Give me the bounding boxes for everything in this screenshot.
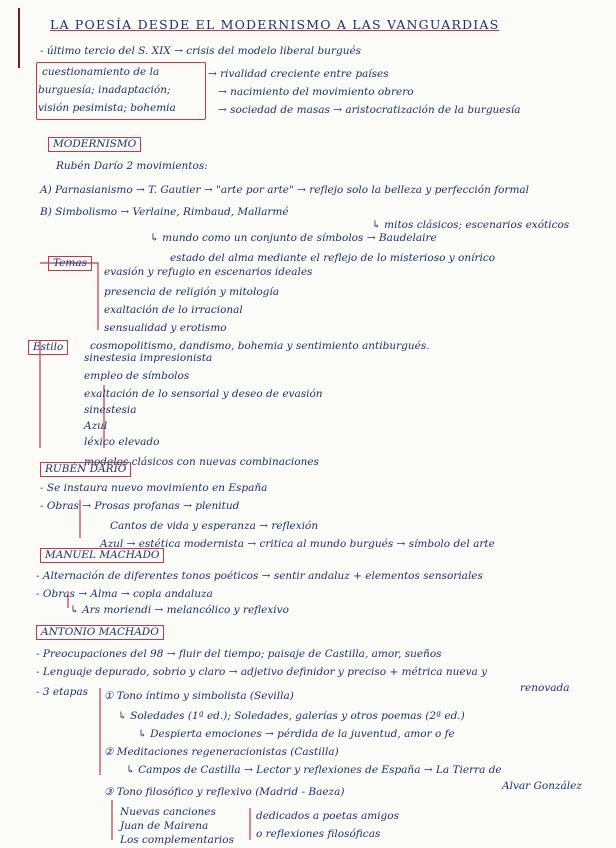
modernismo-simbolismo-detail: estado del alma mediante el reflejo de lo misterioso y onírico bbox=[170, 252, 496, 264]
intro-cause: → sociedad de masas → aristocratización de la burguesía bbox=[218, 104, 521, 116]
temas-item: presencia de religión y mitología bbox=[104, 286, 280, 298]
temas-item: sensualidad y erotismo bbox=[104, 322, 227, 334]
section-tag-antonio-machado: ANTONIO MACHADO bbox=[36, 625, 164, 640]
page-title: LA POESÍA DESDE EL MODERNISMO A LAS VANGUARDIAS bbox=[50, 17, 500, 32]
temas-item: exaltación de lo irracional bbox=[104, 304, 243, 316]
antonio-etapa-2: ② Meditaciones regeneracionistas (Castilla) bbox=[104, 746, 339, 758]
section-tag-estilo: Estilo bbox=[28, 340, 68, 355]
antonio-obra: Juan de Mairena bbox=[120, 820, 209, 832]
antonio-line: renovada bbox=[520, 682, 570, 694]
temas-item: evasión y refugio en escenarios ideales bbox=[104, 266, 313, 278]
antonio-etapa-1: ① Tono íntimo y simbolista (Sevilla) bbox=[104, 690, 294, 702]
antonio-obra: Los complementarios bbox=[120, 834, 234, 846]
manuel-line: - Alternación de diferentes tonos poéticos → sentir andaluz + elementos sensoriales bbox=[36, 570, 483, 582]
antonio-etapa-detail: ↳ Campos de Castilla → Lector y reflexiones de España → La Tierra de bbox=[126, 764, 502, 776]
antonio-etapa-3: ③ Tono filosófico y reflexivo (Madrid - Baeza) bbox=[104, 786, 345, 798]
antonio-obra: Nuevas canciones bbox=[120, 806, 216, 818]
manuel-obras: - Obras → Alma → copla andaluza bbox=[36, 588, 213, 600]
intro-line: - último tercio del S. XIX → crisis del modelo liberal burgués bbox=[40, 45, 362, 57]
estilo-item: exaltación de lo sensorial y deseo de evasión bbox=[84, 388, 323, 400]
intro-box-line: visión pesimista; bohemia bbox=[38, 102, 176, 114]
antonio-etapa-detail: Alvar González bbox=[502, 780, 582, 792]
ruben-obra: Cantos de vida y esperanza → reflexión bbox=[110, 520, 319, 532]
estilo-item: sinestesia bbox=[84, 404, 137, 416]
manuel-obra: ↳ Ars moriendi → melancólico y reflexivo bbox=[70, 604, 289, 616]
temas-item: cosmopolitismo, dandismo, bohemia y sentimiento antiburgués. bbox=[90, 340, 430, 352]
ruben-line: - Se instaura nuevo movimiento en España bbox=[40, 482, 268, 494]
estilo-item: empleo de símbolos bbox=[84, 370, 190, 382]
estilo-item: Azul bbox=[84, 420, 108, 432]
section-tag-temas: Temas bbox=[48, 256, 92, 271]
estilo-item: léxico elevado bbox=[84, 436, 160, 448]
intro-cause: → rivalidad creciente entre países bbox=[208, 68, 389, 80]
modernismo-parnasianismo: A) Parnasianismo → T. Gautier → "arte por arte" → reflejo solo la belleza y perfección formal bbox=[40, 184, 530, 196]
modernismo-line: Rubén Darío 2 movimientos: bbox=[56, 160, 208, 172]
intro-cause: → nacimiento del movimiento obrero bbox=[218, 86, 414, 98]
antonio-etapa-detail: ↳ Despierta emociones → pérdida de la juventud, amor o fe bbox=[138, 728, 455, 740]
estilo-item: sinestesia impresionista bbox=[84, 352, 213, 364]
ruben-obra: Azul → estética modernista → critica al mundo burgués → símbolo del arte bbox=[100, 538, 495, 550]
antonio-line: - Lenguaje depurado, sobrio y claro → adjetivo definidor y preciso + métrica nueva y bbox=[36, 666, 488, 678]
antonio-obra-note: o reflexiones filosóficas bbox=[256, 828, 381, 840]
intro-box-line: cuestionamiento de la bbox=[42, 66, 160, 78]
antonio-line: - Preocupaciones del 98 → fluir del tiempo; paisaje de Castilla, amor, sueños bbox=[36, 648, 442, 660]
intro-box-line: burguesía; inadaptación; bbox=[38, 84, 171, 96]
antonio-obra-note: dedicados a poetas amigos bbox=[256, 810, 399, 822]
estilo-item: modelos clásicos con nuevas combinaciones bbox=[84, 456, 319, 468]
ruben-obras: - Obras → Prosas profanas → plenitud bbox=[40, 500, 240, 512]
section-tag-ruben-dario: RUBÉN DARÍO bbox=[40, 462, 131, 477]
antonio-etapa-detail: ↳ Soledades (1ª ed.); Soledades, galerías y otros poemas (2ª ed.) bbox=[118, 710, 465, 722]
antonio-etapas: - 3 etapas bbox=[36, 686, 88, 698]
modernismo-simbolismo-detail: ↳ mundo como un conjunto de símbolos → Baudelaire bbox=[150, 232, 437, 244]
modernismo-simbolismo: B) Simbolismo → Verlaine, Rimbaud, Mallarmé bbox=[40, 206, 289, 218]
section-tag-modernismo: MODERNISMO bbox=[48, 137, 141, 152]
section-tag-manuel-machado: MANUEL MACHADO bbox=[40, 548, 164, 563]
modernismo-parnasianismo-detail: ↳ mitos clásicos; escenarios exóticos bbox=[372, 219, 570, 231]
